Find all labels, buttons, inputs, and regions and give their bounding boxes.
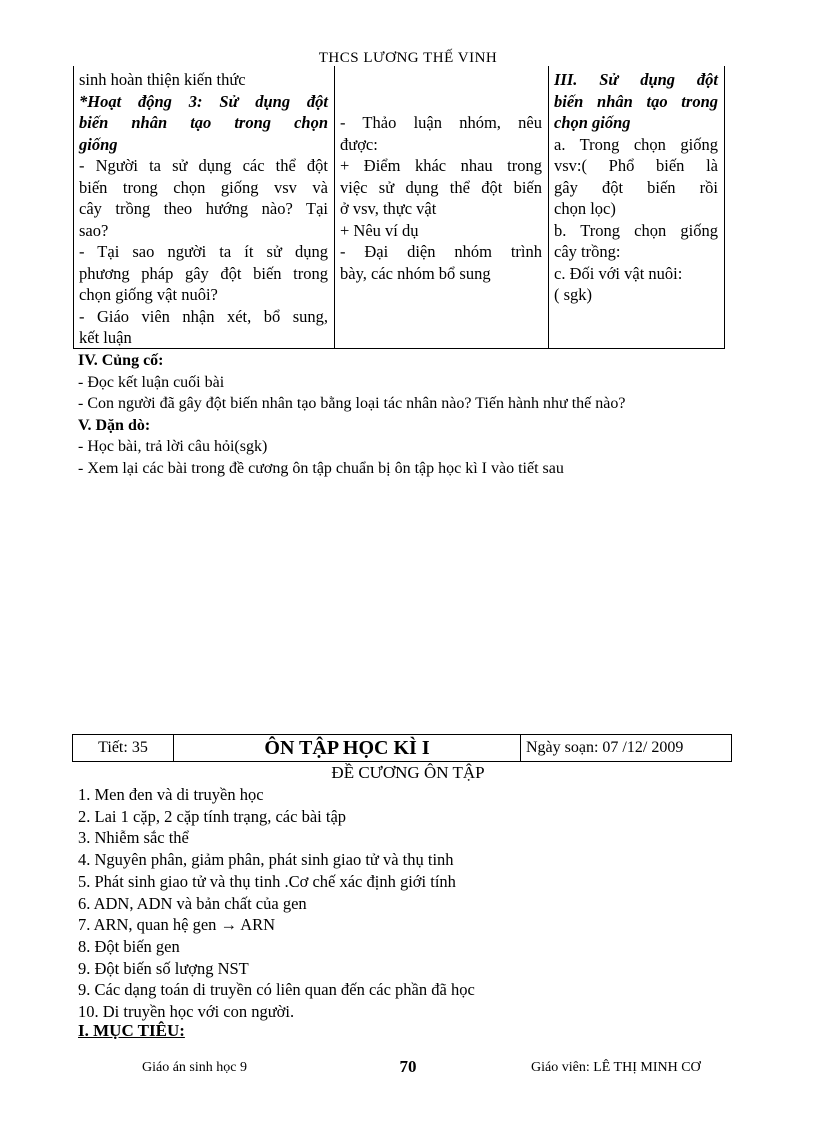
homework-item: - Xem lại các bài trong đề cương ôn tập chuẩn bị ôn tập học kì I vào tiết sau [78,459,564,477]
student-line: - Thảo luận nhóm, nêu [340,113,542,132]
activity-heading: biến nhân tạo trong chọn [79,113,328,132]
teacher-line: phương pháp gây đột biến trong [79,263,328,283]
outline-item: 9. Đột biến số lượng NST [78,958,249,978]
page-number: 70 [399,1057,417,1076]
lesson-period: Tiết: 35 [73,735,174,761]
outline-item: 1. Men đen và di truyền học [78,785,264,804]
content-line: vsv:( Phổ biến là [554,156,718,175]
homework-item: - Học bài, trả lời câu hỏi(sgk) [78,438,268,455]
student-activity-text [340,112,542,284]
content-line: a. Trong chọn giống [554,134,718,154]
lesson-header-table [72,734,732,762]
homework-heading: V. Dặn dò: [78,416,151,434]
outline-item: 5. Phát sinh giao tử và thụ tinh .Cơ chế xác định giới tính [78,871,456,891]
teacher-line: - Giáo viên nhận xét, bổ sung, [79,306,328,326]
teacher-line: chọn giống vật nuôi? [79,285,218,304]
lesson-content-column [549,66,724,348]
content-heading: chọn giống [554,113,631,132]
student-line: ở vsv, thực vật [340,199,437,218]
teacher-line: biến trong chọn giống vsv và [79,177,328,197]
outline-item: 10. Di truyền học với con người. [78,1002,295,1022]
student-line: bày, các nhóm bổ sung [340,263,491,283]
teacher-line: sao? [79,220,109,240]
student-line: - Đại diện nhóm trình [340,242,542,261]
content-line: cây trồng: [554,242,621,261]
teacher-line: kết luận [79,328,132,347]
teacher-line: cây trồng theo hướng nào? Tại [79,199,328,218]
outline-item: 6. ADN, ADN và bản chất của gen [78,893,307,913]
student-line: + Nêu ví dụ [340,220,419,240]
outline-item: 3. Nhiễm sắc thể [78,828,189,848]
student-line: + Điểm khác nhau trong [340,156,542,175]
footer-subject: Giáo án sinh học 9 [142,1060,247,1075]
content-heading: biến nhân tạo trong [554,91,718,111]
outline-item: 9. Các dạng toán di truyền có liên quan đến các phần đã học [78,980,475,1000]
outline-title: ĐỀ CƯƠNG ÔN TẬP [331,763,485,782]
review-item: - Con người đã gây đột biến nhân tạo bằng loại tác nhân nào? Tiến hành như thế nào? [78,395,626,412]
activity-heading: *Hoạt động 3: Sử dụng đột [79,91,328,111]
teacher-activity-text [79,69,328,349]
teacher-line: - Người ta sử dụng các thể đột [79,156,328,175]
content-line: chọn lọc) [554,199,616,218]
outline-item: 4. Nguyên phân, giảm phân, phát sinh giao tử và thụ tinh [78,850,454,870]
content-line: c. Đối với vật nuôi: [554,263,683,283]
student-line: việc sử dụng thể đột biến [340,177,542,197]
content-heading: III. Sử dụng đột [554,70,718,89]
activity-table [73,66,725,349]
footer-teacher: Giáo viên: LÊ THỊ MINH CƠ [531,1060,701,1075]
review-heading: IV. Củng cố: [78,352,164,369]
outline-item: 2. Lai 1 cặp, 2 cặp tính trạng, các bài tập [78,806,347,826]
teacher-line: sinh hoàn thiện kiến thức [79,70,246,89]
content-line: b. Trong chọn giống [554,220,718,240]
lesson-date: Ngày soạn: 07 /12/ 2009 [526,739,684,756]
outline-item: 8. Đột biến gen [78,936,180,956]
teacher-line: - Tại sao người ta ít sử dụng [79,242,328,261]
lesson-title: ÔN TẬP HỌC KÌ I [174,735,521,761]
outline-item: 7. ARN, quan hệ gen → ARN [78,915,276,935]
review-item: - Đọc kết luận cuối bài [78,373,225,391]
outline-list [78,784,475,1023]
school-header: THCS LƯƠNG THẾ VINH [318,50,498,66]
review-section [78,350,625,479]
student-activity-column [335,66,549,348]
content-line: gây đột biến rồi [554,177,718,197]
content-line: ( sgk) [554,285,593,304]
objectives-heading: I. MỤC TIÊU: [78,1021,185,1040]
student-line: được: [340,134,378,154]
activity-heading: giống [79,134,118,154]
lesson-content-text [554,69,718,306]
teacher-activity-column [74,66,335,348]
